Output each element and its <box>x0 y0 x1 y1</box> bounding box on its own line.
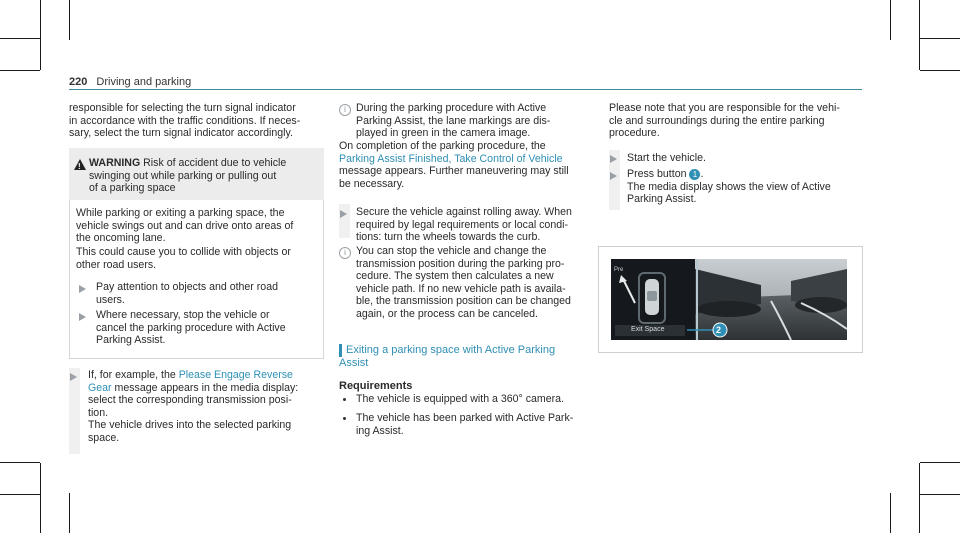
col2-note-2: You can stop the vehicle and change the transmission position during the parking pro- cedure. The system then calculates a new vehicle path. If no new vehicle path is availa- ble, the transmission position can be changed again, or the process can be canceled. <box>356 245 571 320</box>
crop-mark <box>920 494 960 495</box>
media-display-screenshot <box>611 259 847 340</box>
warning-title-block: WARNING Risk of accident due to vehicle swinging out while parking or pulling out of a parking space <box>89 157 287 195</box>
col3-step-2: Press button 1 . The media display shows the view of Active Parking Assist. <box>627 168 831 206</box>
exit-space-label: Exit Space <box>631 326 665 333</box>
warning-body-1: While parking or exiting a parking space, the vehicle swings out and can drive onto areas of the oncoming lane. <box>76 207 294 245</box>
crop-mark <box>0 494 40 495</box>
step-arrow-icon <box>340 210 347 218</box>
warning-title: WARNING <box>89 157 141 169</box>
button-1-badge: 1 <box>689 169 700 180</box>
heading-bar <box>339 344 342 357</box>
message-please-engage-reverse: Please Engage Reverse <box>178 369 293 381</box>
crop-mark <box>0 462 40 463</box>
crop-mark <box>920 462 960 463</box>
step-arrow-icon <box>79 285 86 293</box>
crop-mark <box>890 493 891 533</box>
step-arrow-icon <box>610 155 617 163</box>
crop-mark <box>890 0 891 40</box>
crop-mark <box>69 0 70 40</box>
crop-mark <box>919 463 920 533</box>
header-rule <box>69 89 862 90</box>
col3-step-1: Start the vehicle. <box>627 152 706 164</box>
col2-heading: Exiting a parking space with Active Parking Assist <box>339 344 556 369</box>
info-icon: i <box>339 104 351 116</box>
col2-completion: On completion of the parking procedure, the Parking Assist Finished, Take Control of Vehicle message appears. Further maneuvering may still be necessary. <box>339 140 599 190</box>
col3-intro: Please note that you are responsible for the vehi- cle and surroundings during the entire parking procedure. <box>609 102 840 140</box>
crop-mark <box>40 463 41 533</box>
warning-step-1: Pay attention to objects and other road users. <box>96 281 278 306</box>
warning-step-2: Where necessary, stop the vehicle or cancel the parking procedure with Active Parking Assist. <box>96 309 286 347</box>
page-number: 220 <box>69 76 88 88</box>
callout-2: 2 <box>716 325 722 335</box>
requirements-title: Requirements <box>339 380 413 392</box>
crop-mark <box>920 38 960 39</box>
requirement-1: The vehicle is equipped with a 360° camera. <box>356 393 564 405</box>
requirement-2: The vehicle has been parked with Active Park- ing Assist. <box>356 412 574 437</box>
crop-mark <box>919 0 920 70</box>
crop-mark <box>69 493 70 533</box>
step-arrow-icon <box>610 172 617 180</box>
step-arrow-icon <box>79 313 86 321</box>
bullet <box>343 398 346 401</box>
section-title: Driving and parking <box>96 76 192 88</box>
message-parking-assist-finished: Parking Assist Finished, Take Control of Vehicle <box>339 152 563 165</box>
page-header <box>69 76 191 88</box>
info-icon: i <box>339 247 351 259</box>
warning-body-2: This could cause you to collide with objects or other road users. <box>76 246 291 271</box>
col2-step: Secure the vehicle against rolling away. When required by legal requirements or local condi- tions: turn the wheels towards the curb. <box>356 206 572 244</box>
screen-mode-label: Pre <box>614 267 624 273</box>
crop-mark <box>0 70 40 71</box>
col1-intro: responsible for selecting the turn signal indicator in accordance with the traffic conditions. If neces- sary, select the turn signal indicator accordingly. <box>69 102 301 140</box>
col1-step-3: If, for example, the Please Engage Reverse Gear message appears in the media display: select the corresponding transmission posi- tion. The vehicle drives into the selected parking space. <box>88 369 299 444</box>
col2-note-1: During the parking procedure with Active Parking Assist, the lane markings are dis- played in green in the camera image. <box>356 102 551 140</box>
crop-mark <box>40 0 41 70</box>
bullet <box>343 417 346 420</box>
crop-mark <box>0 38 40 39</box>
crop-mark <box>920 70 960 71</box>
step-arrow-icon <box>70 373 77 381</box>
